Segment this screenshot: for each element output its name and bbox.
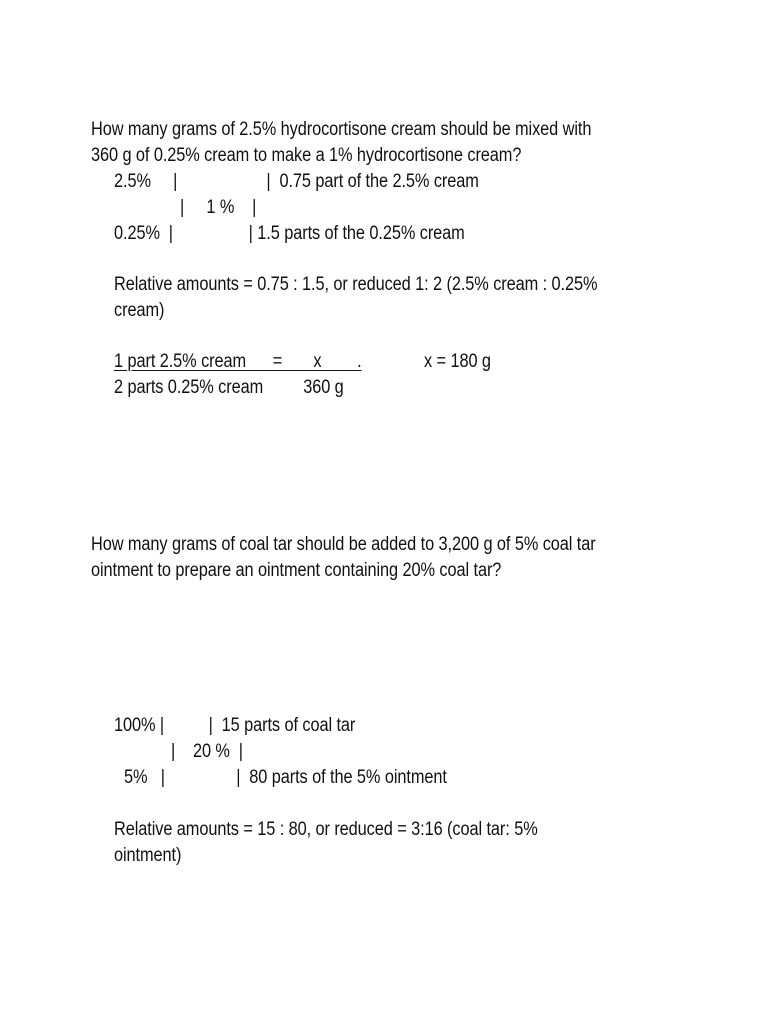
problem2-alligation-row1: 100% | | 15 parts of coal tar: [114, 715, 356, 736]
problem1-alligation-row3: 0.25% | | 1.5 parts of the 0.25% cream: [114, 223, 465, 244]
problem2-question-line2: ointment to prepare an ointment containing 20% coal tar?: [91, 560, 502, 581]
problem1-relative-line1: Relative amounts = 0.75 : 1.5, or reduced 1: 2 (2.5% cream : 0.25%: [114, 274, 598, 295]
problem2-relative-line1: Relative amounts = 15 : 80, or reduced = 3:16 (coal tar: 5%: [114, 819, 538, 840]
problem2-relative-line2: ointment): [114, 845, 182, 866]
problem1-question-line2: 360 g of 0.25% cream to make a 1% hydrocortisone cream?: [91, 145, 522, 166]
problem2-alligation-row2: | 20 % |: [171, 741, 243, 762]
problem2-question-line1: How many grams of coal tar should be added to 3,200 g of 5% coal tar: [91, 534, 596, 555]
problem2-alligation-row3: 5% | | 80 parts of the 5% ointment: [124, 767, 447, 788]
problem1-question-line1: How many grams of 2.5% hydrocortisone cream should be mixed with: [91, 119, 592, 140]
problem1-alligation-row1: 2.5% | | 0.75 part of the 2.5% cream: [114, 171, 479, 192]
problem1-alligation-row2: | 1 % |: [180, 197, 257, 218]
problem1-relative-line2: cream): [114, 300, 165, 321]
problem1-proportion-result: x = 180 g: [424, 351, 491, 372]
problem1-proportion-denominator: 2 parts 0.25% cream 360 g: [114, 377, 344, 398]
problem1-proportion-numerator: 1 part 2.5% cream = x .: [114, 351, 362, 372]
